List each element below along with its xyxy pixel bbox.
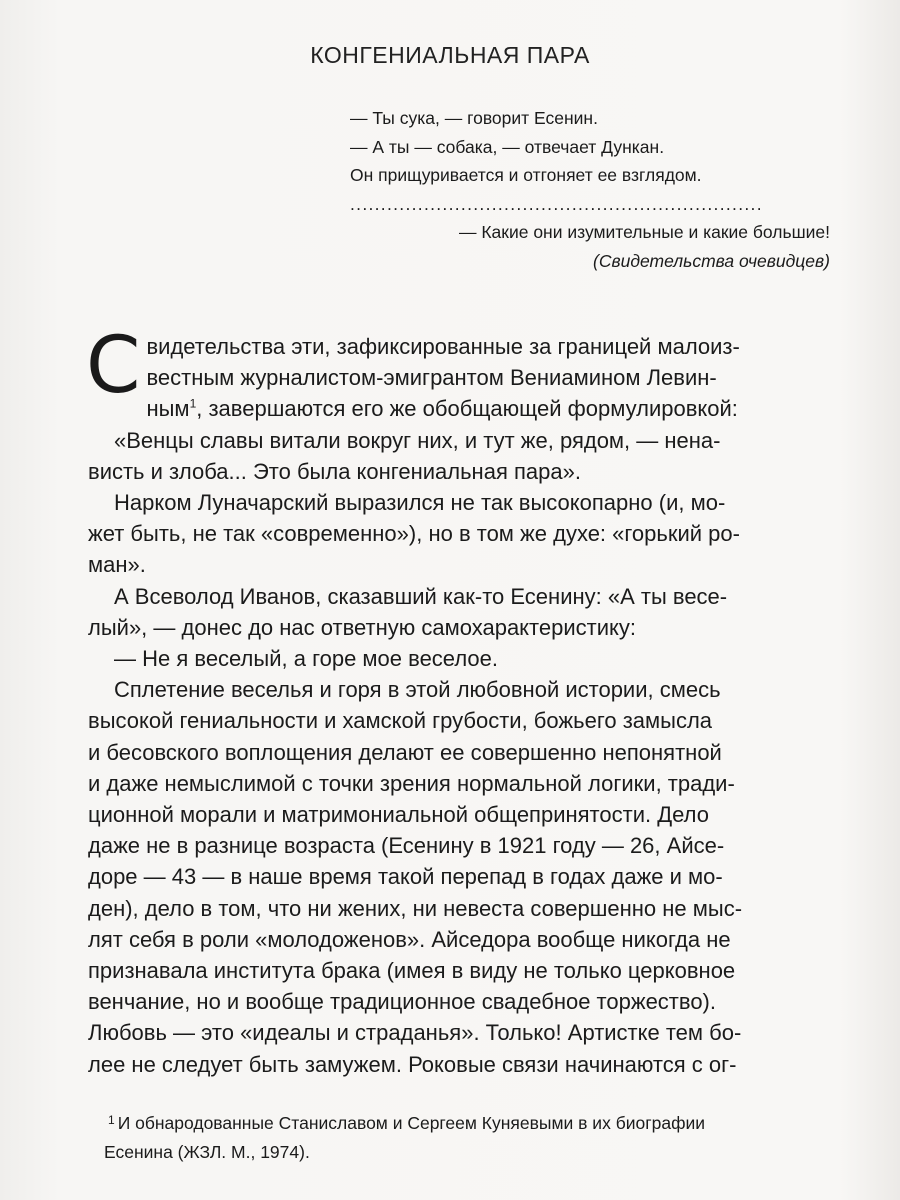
epigraph-ellipsis: ................................................................... — [350, 193, 763, 214]
drop-cap: С — [86, 321, 141, 411]
text-line: лее не следует быть замужем. Роковые связи начинаются с ог- — [88, 1051, 737, 1077]
text-line: ционной морали и матримониальной общепринятости. Дело — [88, 802, 709, 828]
text-line: — Не я веселый, а горе мое веселое. — [114, 646, 498, 672]
text-line: ден), дело в том, что ни жених, ни невеста совершенно не мыс- — [88, 895, 743, 921]
epigraph-line: — Ты сука, — говорит Есенин. — [350, 108, 598, 128]
footnote-reference[interactable]: 1 — [189, 397, 197, 412]
text-line: лый», — донес до нас ответную самохарактеристику: — [88, 614, 636, 640]
text-line: ман». — [88, 552, 146, 578]
text-line: висть и злоба... Это была конгениальная пара». — [88, 458, 581, 484]
text-line: Любовь — это «идеалы и страданья». Только! Артистке тем бо- — [88, 1020, 742, 1046]
text-line — [88, 393, 830, 424]
text-line: жет быть, не так «современно»), но в том же духе: «горький ро- — [88, 521, 740, 547]
text-line: высокой гениальности и хамской грубости, божьего замысла — [88, 708, 713, 734]
epigraph-line: Он прищуривается и отгоняет ее взглядом. — [350, 165, 702, 185]
footnote-line — [108, 1106, 838, 1138]
text-line: А Всеволод Иванов, сказавший как-то Есенину: «А ты весе- — [114, 583, 728, 609]
footnote-line: Есенина (ЖЗЛ. М., 1974). — [104, 1142, 310, 1162]
text-line: «Венцы славы витали вокруг них, и тут же, рядом, — нена- — [114, 427, 721, 453]
footnote-text: И обнародованные Станиславом и Сергеем Куняевыми в их биографии — [117, 1113, 706, 1133]
text-line: Нарком Луначарский выразился не так высокопарно (и, мо- — [114, 490, 726, 516]
epigraph-line: — Какие они изумительные и какие большие! — [459, 222, 830, 242]
page-title: КОНГЕНИАЛЬНАЯ ПАРА — [310, 42, 590, 68]
text-fragment: ным — [146, 396, 190, 422]
footnote-mark: 1 — [108, 1113, 115, 1127]
text-fragment: , завершаются его же обобщающей формулировкой: — [196, 396, 738, 422]
epigraph-line: — А ты — собака, — отвечает Дункан. — [350, 136, 665, 157]
text-line: и бесовского воплощения делают ее совершенно непонятной — [88, 739, 722, 765]
text-line: вестным журналистом-эмигрантом Вениамином Левин- — [146, 365, 717, 391]
epigraph — [350, 104, 830, 275]
footnote — [104, 1106, 838, 1167]
text-line: доре — 43 — в наше время такой перепад в годах даже и мо- — [88, 864, 723, 890]
text-line: даже не в разнице возраста (Есенину в 1921 году — 26, Айсе- — [88, 833, 725, 859]
epigraph-source: (Свидетельства очевидцев) — [593, 250, 830, 271]
text-line: венчание, но и вообще традиционное свадебное торжество). — [88, 989, 716, 1015]
text-line: признавала института брака (имея в виду не только церковное — [88, 958, 736, 984]
text-line: видетельства эти, зафиксированные за границей малоиз- — [146, 334, 740, 359]
text-line: и даже немыслимой с точки зрения нормальной логики, тради- — [88, 770, 735, 796]
body-text — [86, 321, 830, 1080]
text-line: Сплетение веселья и горя в этой любовной истории, смесь — [114, 677, 721, 703]
text-line: лят себя в роли «молодоженов». Айседора вообще никогда не — [88, 926, 731, 952]
